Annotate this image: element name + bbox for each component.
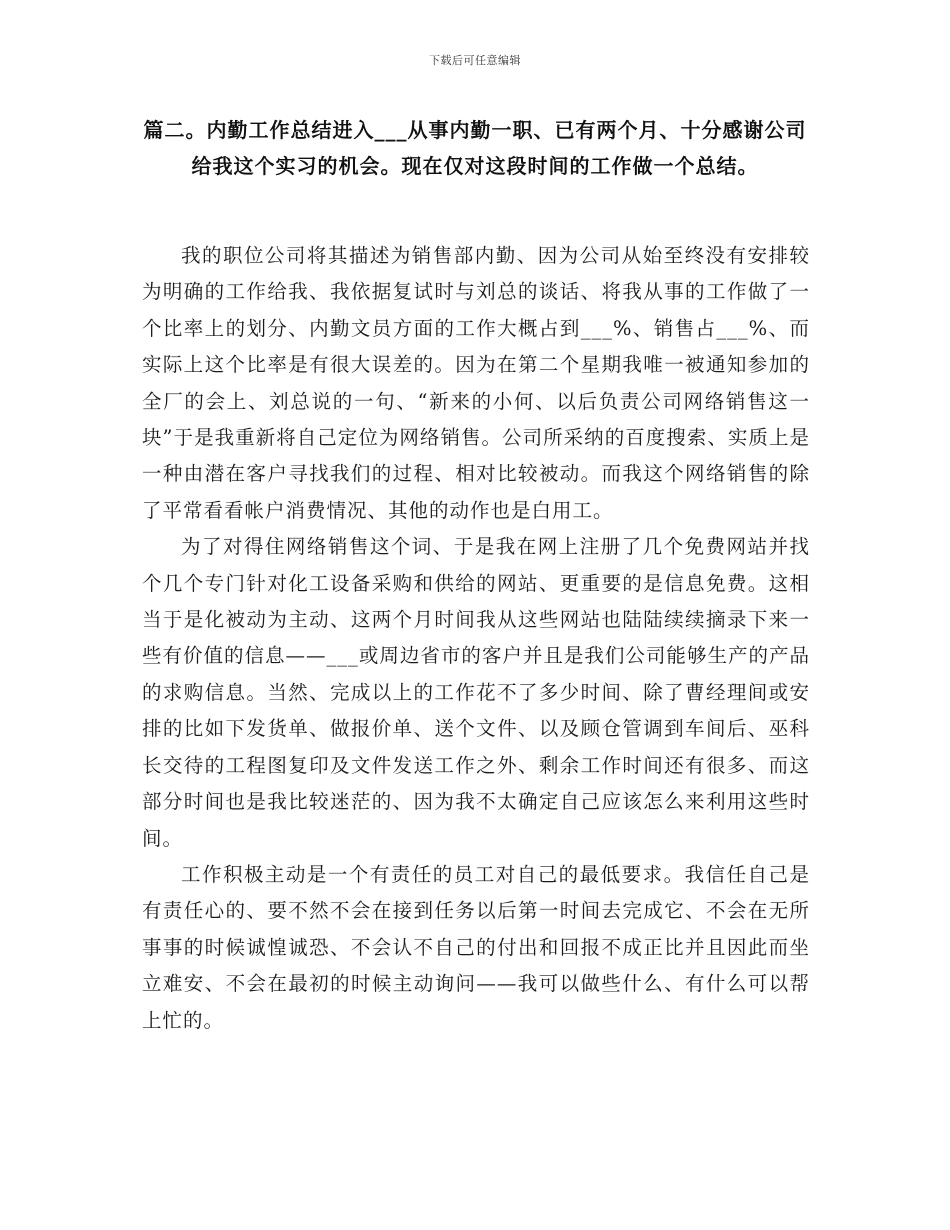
paragraph: 工作积极主动是一个有责任的员工对自己的最低要求。我信任自己是有责任心的、要不然不会在接到任务以后第一时间去完成它、不会在无所事事的时候诚惶诚恐、不会认不自己的付出和回报不成正比并且因此而坐立难安、不会在最初的时候主动询问——我可以做些什么、有什么可以帮上忙的。 (142, 862, 810, 1032)
document-body (142, 238, 810, 1039)
page-header: 下载后可任意编辑 (429, 54, 521, 67)
paragraph: 为了对得住网络销售这个词、于是我在网上注册了几个免费网站并找个几个专门针对化工设备采购和供给的网站、更重要的是信息免费。这相当于是化被动为主动、这两个月时间我从这些网站也陆陆续续摘录下来一些有价值的信息——___或周边省市的客户并且是我们公司能够生产的产品的求购信息。当然、完成以上的工作花不了多少时间、除了曹经理间或安排的比如下发货单、做报价单、送个文件、以及顾仓管调到车间后、巫科长交待的工程图复印及文件发送工作之外、剩余工作时间还有很多、而这部分时间也是我比较迷茫的、因为我不太确定自己应该怎么来利用这些时间。 (142, 535, 810, 850)
document-title: 篇二。内勤工作总结进入___从事内勤一职、已有两个月、十分感谢公司给我这个实习的机会。现在仅对这段时间的工作做一个总结。 (143, 118, 807, 178)
paragraph: 我的职位公司将其描述为销售部内勤、因为公司从始至终没有安排较为明确的工作给我、我依据复试时与刘总的谈话、将我从事的工作做了一个比率上的划分、内勤文员方面的工作大概占到___%、销售占___%、而实际上这个比率是有很大误差的。因为在第二个星期我唯一被通知参加的全厂的会上、刘总说的一句、“新来的小何、以后负责公司网络销售这一块”于是我重新将自己定位为网络销售。公司所采纳的百度搜索、实质上是一种由潜在客户寻找我们的过程、相对比较被动。而我这个网络销售的除了平常看看帐户消费情况、其他的动作也是白用工。 (142, 244, 810, 522)
